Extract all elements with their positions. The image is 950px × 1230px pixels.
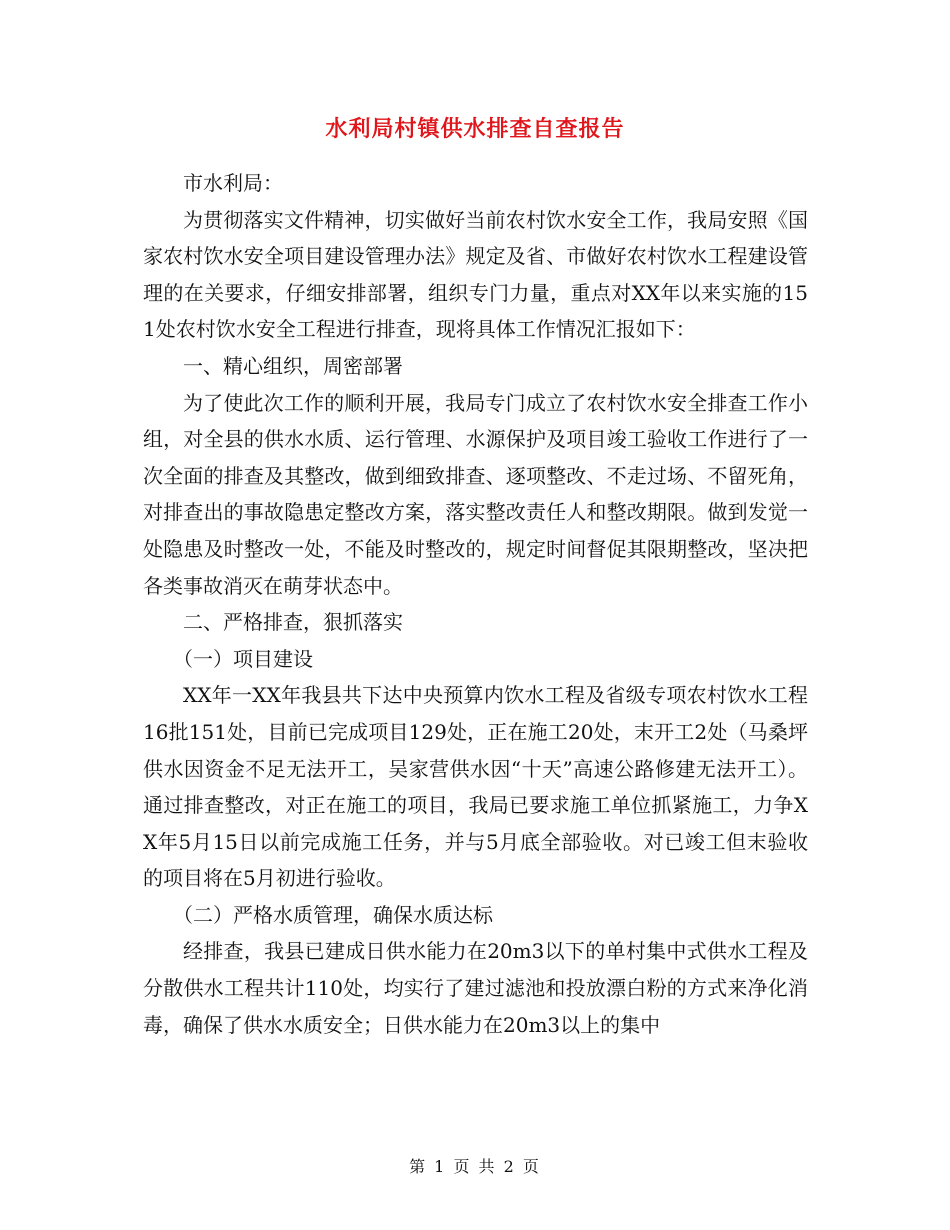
page-number-label: 第 1 页 共 2 页 bbox=[409, 1157, 541, 1176]
subsection-2-paragraph: 经排查，我县已建成日供水能力在20m3以下的单村集中式供水工程及分散供水工程共计110处，均实行了建过滤池和投放漂白粉的方式来净化消毒，确保了供水水质安全；日供水能力在20m3以上的集中 bbox=[143, 939, 808, 1037]
subsection-1-paragraph: XX年一XX年我县共下达中央预算内饮水工程及省级专项农村饮水工程16批151处，目前已完成项目129处，正在施工20处，末开工2处（马桑坪供水因资金不足无法开工，吴家营供水因“十天”高速公路修建无法开工）。通过排查整改，对正在施工的项目，我局已要求施工单位抓紧施工，力争XX年5月15日以前完成施工任务，并与5月底全部验收。对已竣工但末验收的项目将在5月初进行验收。 bbox=[143, 683, 808, 891]
section-heading-2: 二、严格排查，狠抓落实 bbox=[183, 610, 403, 635]
section-1-paragraph: 为了使此次工作的顺利开展，我局专门成立了农村饮水安全排查工作小组，对全县的供水水质、运行管理、水源保护及项目竣工验收工作进行了一次全面的排查及其整改，做到细致排查、逐项整改、不走过场、不留死角，对排查出的事故隐患定整改方案，落实整改责任人和整改期限。做到发觉一处隐患及时整改一处，不能及时整改的，规定时间督促其限期整改，坚决把各类事故消灭在萌芽状态中。 bbox=[143, 390, 808, 598]
page-footer bbox=[0, 1154, 950, 1177]
intro-paragraph: 为贯彻落实文件精神，切实做好当前农村饮水安全工作，我局安照《国家农村饮水安全项目建设管理办法》规定及省、市做好农村饮水工程建设管理的在关要求，仔细安排部署，组织专门力量，重点对XX年以来实施的151处农村饮水安全工程进行排查，现将具体工作情况汇报如下： bbox=[143, 207, 808, 342]
document-title: 水利局村镇供水排查自查报告 bbox=[325, 117, 625, 142]
subsection-heading-1: （一）项目建设 bbox=[173, 646, 313, 671]
section-heading-1: 一、精心组织，周密部署 bbox=[183, 353, 403, 378]
salutation: 市水利局： bbox=[183, 171, 283, 195]
subsection-heading-2: （二）严格水质管理，确保水质达标 bbox=[173, 902, 493, 927]
document-body bbox=[143, 165, 808, 1043]
